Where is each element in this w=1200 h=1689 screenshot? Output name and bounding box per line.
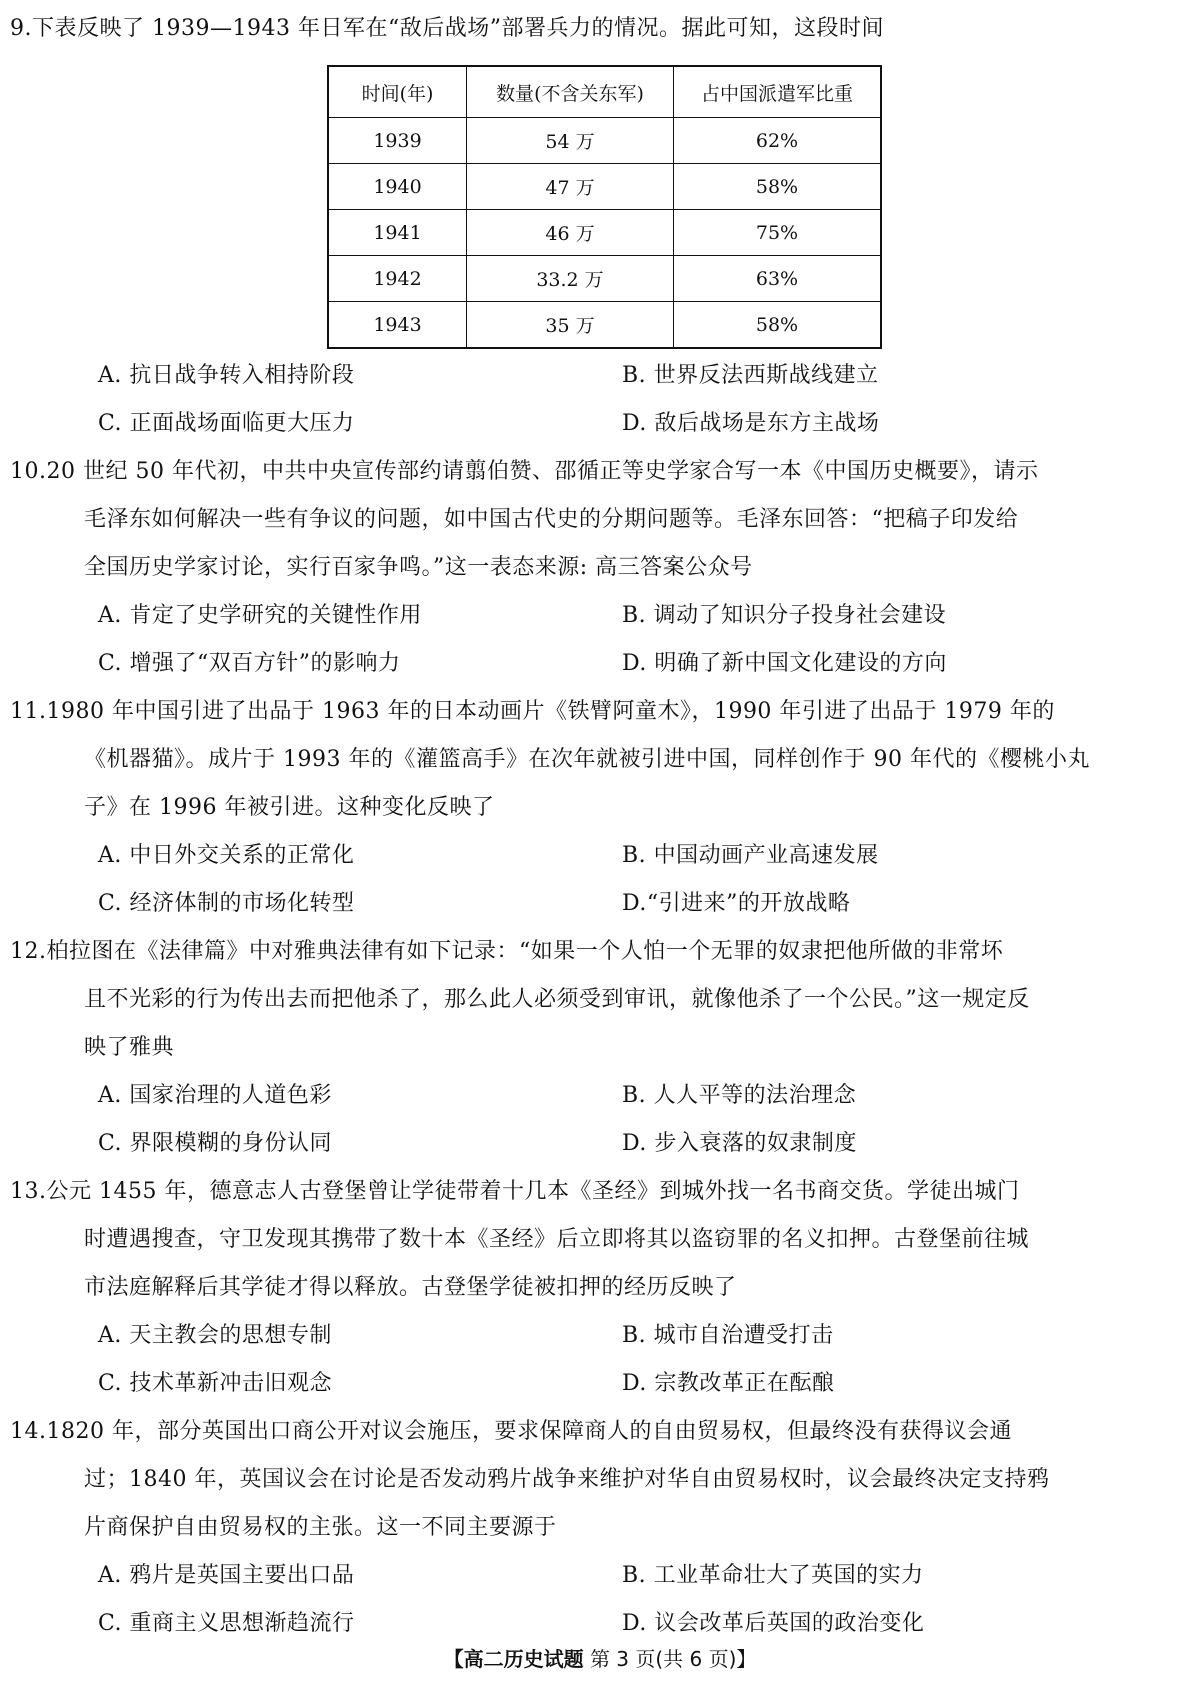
- table-cell: 75%: [674, 210, 882, 256]
- q13-stem-line-1: 13.公元 1455 年，德意志人古登堡曾让学徒带着十几本《圣经》到城外找一名书商交货。学徒出城门: [10, 1179, 1020, 1204]
- table-header: 占中国派遣军比重: [674, 66, 882, 118]
- q13-option-c: C. 技术革新冲击旧观念: [98, 1371, 333, 1396]
- table-row: [328, 302, 881, 349]
- q14-option-d: D. 议会改革后英国的政治变化: [622, 1611, 925, 1636]
- q10-option-c: C. 增强了“双百方针”的影响力: [98, 651, 401, 676]
- table-cell: 1941: [328, 210, 467, 256]
- q14-option-b: B. 工业革命壮大了英国的实力: [622, 1563, 924, 1588]
- table-row: [328, 118, 881, 164]
- table-cell: 47 万: [467, 164, 674, 210]
- footer-page-number: 第 3 页(共 6 页)】: [589, 1647, 757, 1671]
- table-cell: 58%: [674, 164, 882, 210]
- table-cell: 1943: [328, 302, 467, 349]
- q11-stem-line-2: 《机器猫》。成片于 1993 年的《灌篮高手》在次年就被引进中国，同样创作于 90 年代的《樱桃小丸: [84, 747, 1090, 772]
- footer-title: 【高二历史试题: [443, 1647, 584, 1671]
- table-header: 数量(不含关东军): [467, 66, 674, 118]
- table-row: [328, 256, 881, 302]
- q11-option-a: A. 中日外交关系的正常化: [98, 843, 355, 868]
- table-cell: 62%: [674, 118, 882, 164]
- q11-option-d: D.“引进来”的开放战略: [622, 891, 851, 916]
- table-cell: 1939: [328, 118, 467, 164]
- troops-table: [327, 65, 882, 349]
- table-row: [328, 210, 881, 256]
- table-cell: 63%: [674, 256, 882, 302]
- q10-option-b: B. 调动了知识分子投身社会建设: [622, 603, 947, 628]
- q11-stem-line-3: 子》在 1996 年被引进。这种变化反映了: [84, 795, 495, 820]
- q10-stem-line-3: 全国历史学家讨论，实行百家争鸣。”这一表态来源: 高三答案公众号: [84, 555, 753, 580]
- q12-option-d: D. 步入衰落的奴隶制度: [622, 1131, 857, 1156]
- table-cell: 33.2 万: [467, 256, 674, 302]
- q12-stem-line-1: 12.柏拉图在《法律篇》中对雅典法律有如下记录：“如果一个人怕一个无罪的奴隶把他所做的非常坏: [10, 939, 1004, 964]
- q13-stem-line-3: 市法庭解释后其学徒才得以释放。古登堡学徒被扣押的经历反映了: [84, 1275, 737, 1300]
- q13-option-b: B. 城市自治遭受打击: [622, 1323, 834, 1348]
- table-cell: 46 万: [467, 210, 674, 256]
- q12-option-b: B. 人人平等的法治理念: [622, 1083, 857, 1108]
- q13-option-d: D. 宗教改革正在酝酿: [622, 1371, 835, 1396]
- q14-option-a: A. 鸦片是英国主要出口品: [98, 1563, 355, 1588]
- page-footer: [0, 1645, 1200, 1673]
- q10-option-a: A. 肯定了史学研究的关键性作用: [98, 603, 422, 628]
- q13-option-a: A. 天主教会的思想专制: [98, 1323, 332, 1348]
- q9-option-a: A. 抗日战争转入相持阶段: [98, 363, 355, 388]
- q9-option-c: C. 正面战场面临更大压力: [98, 411, 355, 436]
- q12-option-a: A. 国家治理的人道色彩: [98, 1083, 332, 1108]
- q13-stem-line-2: 时遭遇搜查，守卫发现其携带了数十本《圣经》后立即将其以盗窃罪的名义扣押。古登堡前往城: [84, 1227, 1030, 1252]
- table-cell: 54 万: [467, 118, 674, 164]
- q11-option-c: C. 经济体制的市场化转型: [98, 891, 355, 916]
- table-cell: 35 万: [467, 302, 674, 349]
- q12-stem-line-2: 且不光彩的行为传出去而把他杀了，那么此人必须受到审讯，就像他杀了一个公民。”这一规定反: [84, 987, 1030, 1012]
- q11-stem-line-1: 11.1980 年中国引进了出品于 1963 年的日本动画片《铁臂阿童木》，1990 年引进了出品于 1979 年的: [10, 699, 1055, 724]
- q12-option-c: C. 界限模糊的身份认同: [98, 1131, 333, 1156]
- table-cell: 1940: [328, 164, 467, 210]
- q9-stem-line-1: 9.下表反映了 1939—1943 年日军在“敌后战场”部署兵力的情况。据此可知，这段时间: [10, 16, 884, 41]
- q10-option-d: D. 明确了新中国文化建设的方向: [622, 651, 947, 676]
- table-cell: 58%: [674, 302, 882, 349]
- table-cell: 1942: [328, 256, 467, 302]
- q10-stem-line-1: 10.20 世纪 50 年代初，中共中央宣传部约请翦伯赞、邵循正等史学家合写一本《中国历史概要》，请示: [10, 459, 1039, 484]
- q14-stem-line-2: 过；1840 年，英国议会在讨论是否发动鸦片战争来维护对华自由贸易权时，议会最终决定支持鸦: [84, 1467, 1050, 1492]
- q11-option-b: B. 中国动画产业高速发展: [622, 843, 879, 868]
- q14-stem-line-1: 14.1820 年，部分英国出口商公开对议会施压，要求保障商人的自由贸易权，但最终没有获得议会通: [10, 1419, 1012, 1444]
- q14-stem-line-3: 片商保护自由贸易权的主张。这一不同主要源于: [84, 1515, 557, 1540]
- q10-stem-line-2: 毛泽东如何解决一些有争议的问题，如中国古代史的分期问题等。毛泽东回答：“把稿子印发给: [84, 507, 1019, 532]
- q14-option-c: C. 重商主义思想渐趋流行: [98, 1611, 355, 1636]
- table-header: 时间(年): [328, 66, 467, 118]
- q12-stem-line-3: 映了雅典: [84, 1035, 175, 1060]
- q9-option-b: B. 世界反法西斯战线建立: [622, 363, 879, 388]
- table-row: [328, 164, 881, 210]
- q9-option-d: D. 敌后战场是东方主战场: [622, 411, 880, 436]
- table-header-row: [328, 66, 881, 118]
